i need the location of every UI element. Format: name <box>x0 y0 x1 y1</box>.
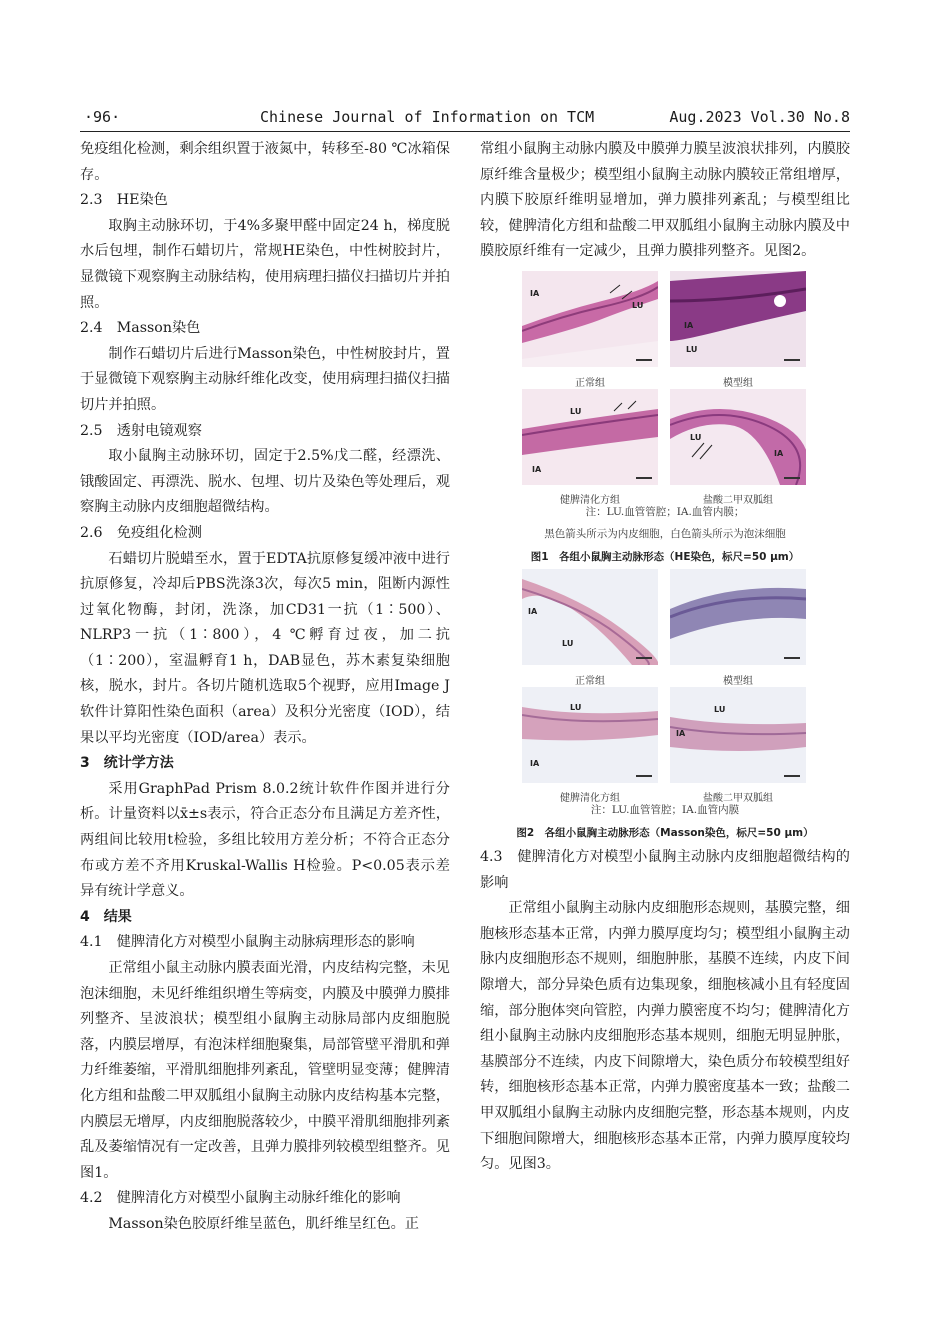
panel-label: 正常组 <box>575 675 605 687</box>
masson-panel-jianpi <box>522 687 658 783</box>
section-heading: 4.3 健脾清化方对模型小鼠胸主动脉内皮细胞超微结构的影响 <box>480 848 850 891</box>
paragraph: 正常组小鼠主动脉内膜表面光滑，内皮结构完整，未见泡沫细胞，未见纤维组织增生等病变，内膜及中膜弹力膜排列整齐、呈波浪状；模型组小鼠胸主动脉局部内皮细胞脱落，内膜层增厚，有泡沫样细胞聚集，局部管壁平滑肌和弹力纤维萎缩，平滑肌细胞排列紊乱，管壁明显变薄；健脾清化方组和盐酸二甲双胍组小鼠胸主动脉内皮结构基本完整，内膜层无增厚，内皮细胞脱落较少，中膜平滑肌细胞排列紊乱及萎缩情况有一定改善，且弹力膜排列较模型组整齐。见图1。 <box>80 960 450 1181</box>
micrograph-image <box>522 271 658 367</box>
paragraph: 免疫组化检测，剩余组织置于液氮中，转移至-80 ℃冰箱保存。 <box>80 141 450 183</box>
panel-label: 健脾清化方组 <box>560 792 620 804</box>
scale-bar <box>784 775 800 777</box>
figure-1-panels <box>480 271 850 506</box>
scale-bar <box>636 477 652 479</box>
figure-2-panels <box>480 569 850 804</box>
left-column <box>80 137 450 1238</box>
micrograph-image <box>522 569 658 665</box>
micrograph-image <box>670 569 806 665</box>
ia-label: IA <box>530 758 540 768</box>
lu-label: LU <box>570 406 582 416</box>
scale-bar <box>784 359 800 361</box>
panel-label: 模型组 <box>723 377 753 389</box>
micrograph-image <box>522 389 658 485</box>
paragraph: 采用GraphPad Prism 8.0.2统计软件作图并进行分析。计量资料以x̄±s表示，符合正态分布且满足方差齐性，两组间比较用t检验，多组比较用方差分析；不符合正态分布或方差不齐用Kruskal-Wallis H检验。P<0.05表示差异有统计学意义。 <box>80 780 450 900</box>
section-heading: 2.3 HE染色 <box>80 192 168 209</box>
panel-label: 模型组 <box>723 675 753 687</box>
panel-label: 正常组 <box>575 377 605 389</box>
figure-1-note: 黑色箭头所示为内皮细胞，白色箭头所示为泡沫细胞 <box>544 527 786 540</box>
micrograph-image <box>670 687 806 783</box>
lu-label: LU <box>632 300 644 310</box>
paragraph: 制作石蜡切片后进行Masson染色，中性树胶封片，置于显微镜下观察胸主动脉纤维化改变，使用病理扫描仪扫描切片并拍照。 <box>80 345 450 413</box>
masson-panel-metformin <box>670 687 806 783</box>
masson-panel-normal <box>522 569 658 665</box>
panel-label: 盐酸二甲双胍组 <box>703 792 773 804</box>
he-panel-normal <box>522 271 658 367</box>
scale-bar <box>784 657 800 659</box>
section-heading: 2.4 Masson染色 <box>80 320 201 337</box>
figure-2-note: 注：LU.血管管腔；IA.血管内膜 <box>590 803 740 816</box>
ia-label: IA <box>532 464 542 474</box>
figure-1 <box>480 271 850 569</box>
scale-bar <box>784 477 800 479</box>
section-heading: 4.2 健脾清化方对模型小鼠胸主动脉纤维化的影响 <box>80 1190 401 1207</box>
lu-label: LU <box>562 638 574 648</box>
issue-info: Aug.2023 Vol.30 No.8 <box>669 108 850 126</box>
figure-1-note: 注：LU.血管管腔；IA.血管内膜； <box>585 505 745 518</box>
paragraph: Masson染色胶原纤维呈蓝色，肌纤维呈红色。正 <box>108 1215 419 1232</box>
ia-label: IA <box>676 728 686 738</box>
masson-panel-model <box>670 569 806 665</box>
he-panel-model <box>670 271 806 367</box>
ia-label: IA <box>774 448 784 458</box>
section-heading: 3 统计学方法 <box>80 755 174 772</box>
page-number: ·96· <box>84 108 121 126</box>
right-column <box>480 137 850 1178</box>
section-heading: 4.1 健脾清化方对模型小鼠胸主动脉病理形态的影响 <box>80 934 415 951</box>
section-heading: 4 结果 <box>80 908 132 925</box>
paragraph: 常组小鼠胸主动脉内膜及中膜弹力膜呈波浪状排列，内膜胶原纤维含量极少；模型组小鼠胸主动脉内膜较正常组增厚，内膜下胶原纤维明显增加，弹力膜排列紊乱；与模型组比较，健脾清化方组和盐酸二甲双胍组小鼠胸主动脉内膜及中膜胶原纤维有一定减少，且弹力膜排列整齐。见图2。 <box>480 141 850 260</box>
header-rule <box>80 131 850 132</box>
paragraph: 正常组小鼠胸主动脉内皮细胞形态规则，基膜完整，细胞核形态基本正常，内弹力膜厚度均匀；模型组小鼠胸主动脉内皮细胞形态不规则，细胞肿胀，基膜不连续，内皮下间隙增大，部分异染色质有边集现象，细胞核减小且有轻度固缩，部分胞体突向管腔，内弹力膜密度不均匀；健脾清化方组小鼠胸主动脉内皮细胞形态基本规则，细胞无明显肿胀，基膜部分不连续，内皮下间隙增大，染色质分布较模型组好转，细胞核形态基本正常，内弹力膜密度基本一致；盐酸二甲双胍组小鼠胸主动脉内皮细胞完整，形态基本规则，内皮下细胞间隙增大，细胞核形态基本正常，内弹力膜厚度较均匀。见图3。 <box>480 900 850 1173</box>
figure-1-caption: 图1 各组小鼠胸主动脉形态（HE染色，标尺=50 μm） <box>530 550 800 563</box>
scale-bar <box>636 775 652 777</box>
figure-2-caption: 图2 各组小鼠胸主动脉形态（Masson染色，标尺=50 μm） <box>516 826 814 839</box>
panel-label: 盐酸二甲双胍组 <box>703 494 773 506</box>
he-panel-metformin <box>670 389 806 485</box>
panel-label: 健脾清化方组 <box>560 494 620 506</box>
ia-label: IA <box>684 320 694 330</box>
ia-label: IA <box>530 288 540 298</box>
paragraph: 取小鼠胸主动脉环切，固定于2.5%戊二醛，经漂洗、锇酸固定、再漂洗、脱水、包埋、切片及染色等处理后，观察胸主动脉内皮细胞超微结构。 <box>80 448 450 516</box>
lu-label: LU <box>690 432 702 442</box>
paragraph: 石蜡切片脱蜡至水，置于EDTA抗原修复缓冲液中进行抗原修复，冷却后PBS洗涤3次，每次5 min，阻断内源性过氧化物酶，封闭，洗涤，加CD31一抗（1∶500）、NLRP3一抗（1∶800），4 ℃孵育过夜，加二抗（1∶200），室温孵育1 h，DAB显色，苏木素复染细胞核，脱水，封片。各切片随机选取5个视野，应用Image J软件计算阳性染色面积（area）及积分光密度（IOD），结果以平均光密度（IOD/area）表示。 <box>80 550 450 746</box>
section-heading: 2.6 免疫组化检测 <box>80 524 202 541</box>
paragraph: 取胸主动脉环切，于4%多聚甲醛中固定24 h，梯度脱水后包埋，制作石蜡切片，常规HE染色，中性树胶封片，显微镜下观察胸主动脉结构，使用病理扫描仪扫描切片并拍照。 <box>80 217 450 311</box>
lu-label: LU <box>686 344 698 354</box>
section-heading: 2.5 透射电镜观察 <box>80 422 202 439</box>
ia-label: IA <box>528 606 538 616</box>
lu-label: LU <box>714 704 726 714</box>
figure-2 <box>480 569 850 845</box>
scale-bar <box>636 657 652 659</box>
he-panel-jianpi <box>522 389 658 485</box>
journal-title: Chinese Journal of Information on TCM <box>260 108 595 126</box>
lu-label: LU <box>570 702 582 712</box>
micrograph-image <box>522 687 658 783</box>
running-header <box>80 108 850 130</box>
scale-bar <box>636 359 652 361</box>
